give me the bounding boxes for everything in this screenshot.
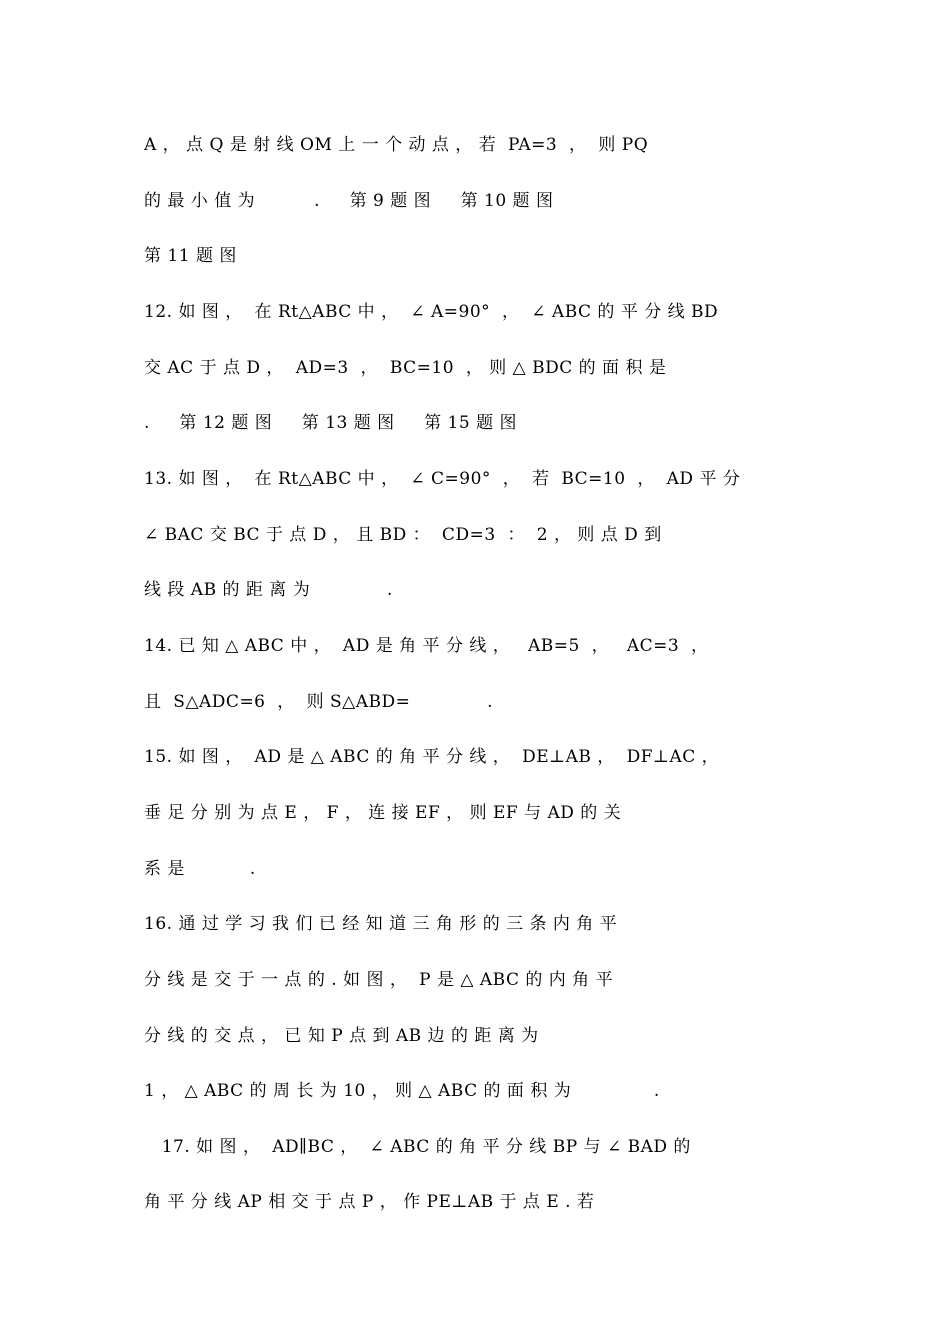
text-line: . 第 12 题 图 第 13 题 图 第 15 题 图 [144,413,517,433]
text-line: 角 平 分 线 AP 相 交 于 点 P ， 作 PE⊥AB 于 点 E . 若 [144,1192,595,1212]
text-line: 13. 如 图 ， 在 Rt△ABC 中 ， ∠ C=90° ， 若 BC=10 ， AD 平 分 [144,469,741,489]
text-line: ∠ BAC 交 BC 于 点 D ， 且 BD ： CD=3 ： 2 ， 则 点 D 到 [144,525,662,545]
text-line: 系 是 . [144,859,256,879]
text-line: A ， 点 Q 是 射 线 OM 上 一 个 动 点 ， 若 PA=3 ， 则 PQ [144,135,649,155]
text-line: 的 最 小 值 为 . 第 9 题 图 第 10 题 图 [144,191,554,211]
text-line: 第 11 题 图 [144,246,237,266]
text-line: 垂 足 分 别 为 点 E ， F ， 连 接 EF ， 则 EF 与 AD 的 关 [144,803,622,823]
text-line: 线 段 AB 的 距 离 为 . [144,580,393,600]
text-line: 14. 已 知 △ ABC 中 ， AD 是 角 平 分 线 ， AB=5 ， AC=3 ， [144,636,709,656]
text-line: 12. 如 图 ， 在 Rt△ABC 中 ， ∠ A=90° ， ∠ ABC 的 平 分 线 BD [144,302,719,322]
text-line: 17. 如 图 ， AD∥BC ， ∠ ABC 的 角 平 分 线 BP 与 ∠ BAD 的 [144,1137,691,1157]
text-line: 分 线 的 交 点 ， 已 知 P 点 到 AB 边 的 距 离 为 [144,1026,539,1046]
text-line: 且 S△ADC=6 ， 则 S△ABD= . [144,692,494,712]
text-line: 分 线 是 交 于 一 点 的 . 如 图 ， P 是 △ ABC 的 内 角 平 [144,970,614,990]
text-line: 16. 通 过 学 习 我 们 已 经 知 道 三 角 形 的 三 条 内 角 平 [144,914,618,934]
text-line: 交 AC 于 点 D ， AD=3 ， BC=10 ， 则 △ BDC 的 面 积 是 [144,358,667,378]
text-line: 15. 如 图 ， AD 是 △ ABC 的 角 平 分 线 ， DE⊥AB ， DF⊥AC ， [144,747,720,767]
text-line: 1 ， △ ABC 的 周 长 为 10 ， 则 △ ABC 的 面 积 为 . [144,1081,660,1101]
